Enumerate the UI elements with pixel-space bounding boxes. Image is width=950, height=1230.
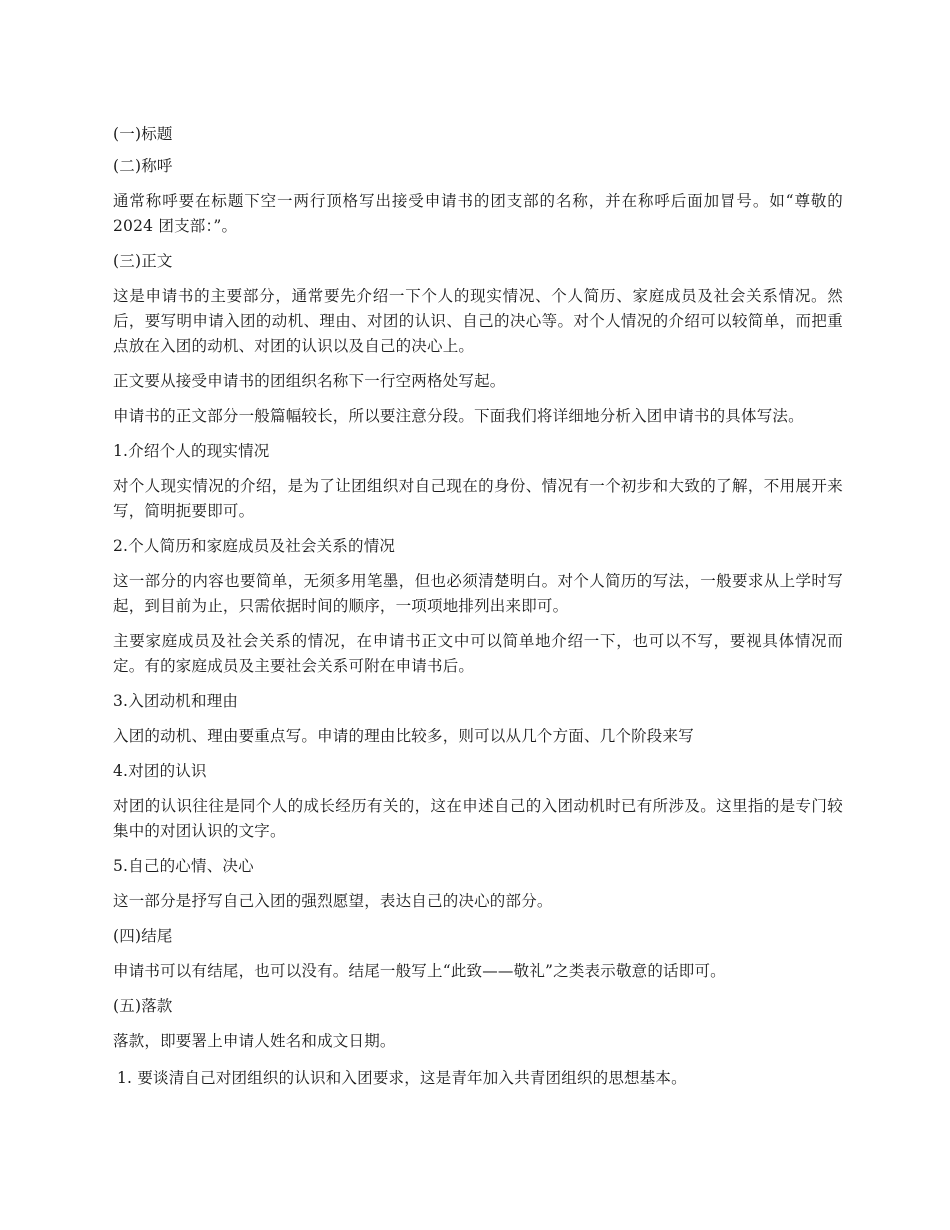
paragraph-body-desc: 这是申请书的主要部分，通常要先介绍一下个人的现实情况、个人简历、家庭成员及社会关系情况。然后，要写明申请入团的动机、理由、对团的认识、自己的决心等。对个人情况的介绍可以较简单，而把重点放在入团的动机、对团的认识以及自己的决心上。: [113, 287, 843, 355]
heading-item-1: 1.介绍个人的现实情况: [113, 442, 270, 460]
paragraph-ending-desc: 申请书可以有结尾，也可以没有。结尾一般写上“此致——敬礼”之类表示敬意的话即可。: [113, 962, 726, 980]
heading-item-5: 5.自己的心情、决心: [113, 857, 254, 875]
heading-item-4: 4.对团的认识: [113, 762, 207, 780]
paragraph-item-2a: 这一部分的内容也要简单，无须多用笔墨，但也必须清楚明白。对个人简历的写法，一般要求从上学时写起，到目前为止，只需依据时间的顺序，一项项地排列出来即可。: [113, 572, 843, 615]
heading-signature-section: (五)落款: [113, 997, 173, 1015]
heading-salutation-section: (二)称呼: [113, 157, 173, 175]
paragraph-item-1: 对个人现实情况的介绍，是为了让团组织对自己现在的身份、情况有一个初步和大致的了解，不用展开来写，简明扼要即可。: [113, 477, 843, 520]
paragraph-signature-desc: 落款，即要署上申请人姓名和成文日期。: [113, 1032, 396, 1050]
heading-item-3: 3.入团动机和理由: [113, 692, 239, 710]
document-page: [113, 122, 843, 1091]
paragraph-item-2b: 主要家庭成员及社会关系的情况，在申请书正文中可以简单地介绍一下，也可以不写，要视具体情况而定。有的家庭成员及主要社会关系可附在申请书后。: [113, 632, 843, 675]
heading-item-2: 2.个人简历和家庭成员及社会关系的情况: [113, 537, 396, 555]
paragraph-item-5: 这一部分是抒写自己入团的强烈愿望，表达自己的决心的部分。: [113, 892, 553, 910]
paragraph-item-3: 入团的动机、理由要重点写。申请的理由比较多，则可以从几个方面、几个阶段来写: [113, 727, 694, 745]
heading-ending-section: (四)结尾: [113, 927, 173, 945]
paragraph-body-start: 正文要从接受申请书的团组织名称下一行空两格处写起。: [113, 372, 506, 390]
paragraph-salutation-desc: 通常称呼要在标题下空一两行顶格写出接受申请书的团支部的名称，并在称呼后面加冒号。如“尊敬的 2024 团支部：”。: [113, 192, 843, 235]
heading-title-section: (一)标题: [113, 125, 173, 143]
heading-body-section: (三)正文: [113, 252, 173, 270]
paragraph-body-length: 申请书的正文部分一般篇幅较长，所以要注意分段。下面我们将详细地分析入团申请书的具体写法。: [113, 407, 804, 425]
paragraph-item-4: 对团的认识往往是同个人的成长经历有关的，这在申述自己的入团动机时已有所涉及。这里指的是专门较集中的对团认识的文字。: [113, 797, 843, 840]
list-item: 1. 要谈清自己对团组织的认识和入团要求，这是青年加入共青团组织的思想基本。: [117, 1069, 687, 1087]
